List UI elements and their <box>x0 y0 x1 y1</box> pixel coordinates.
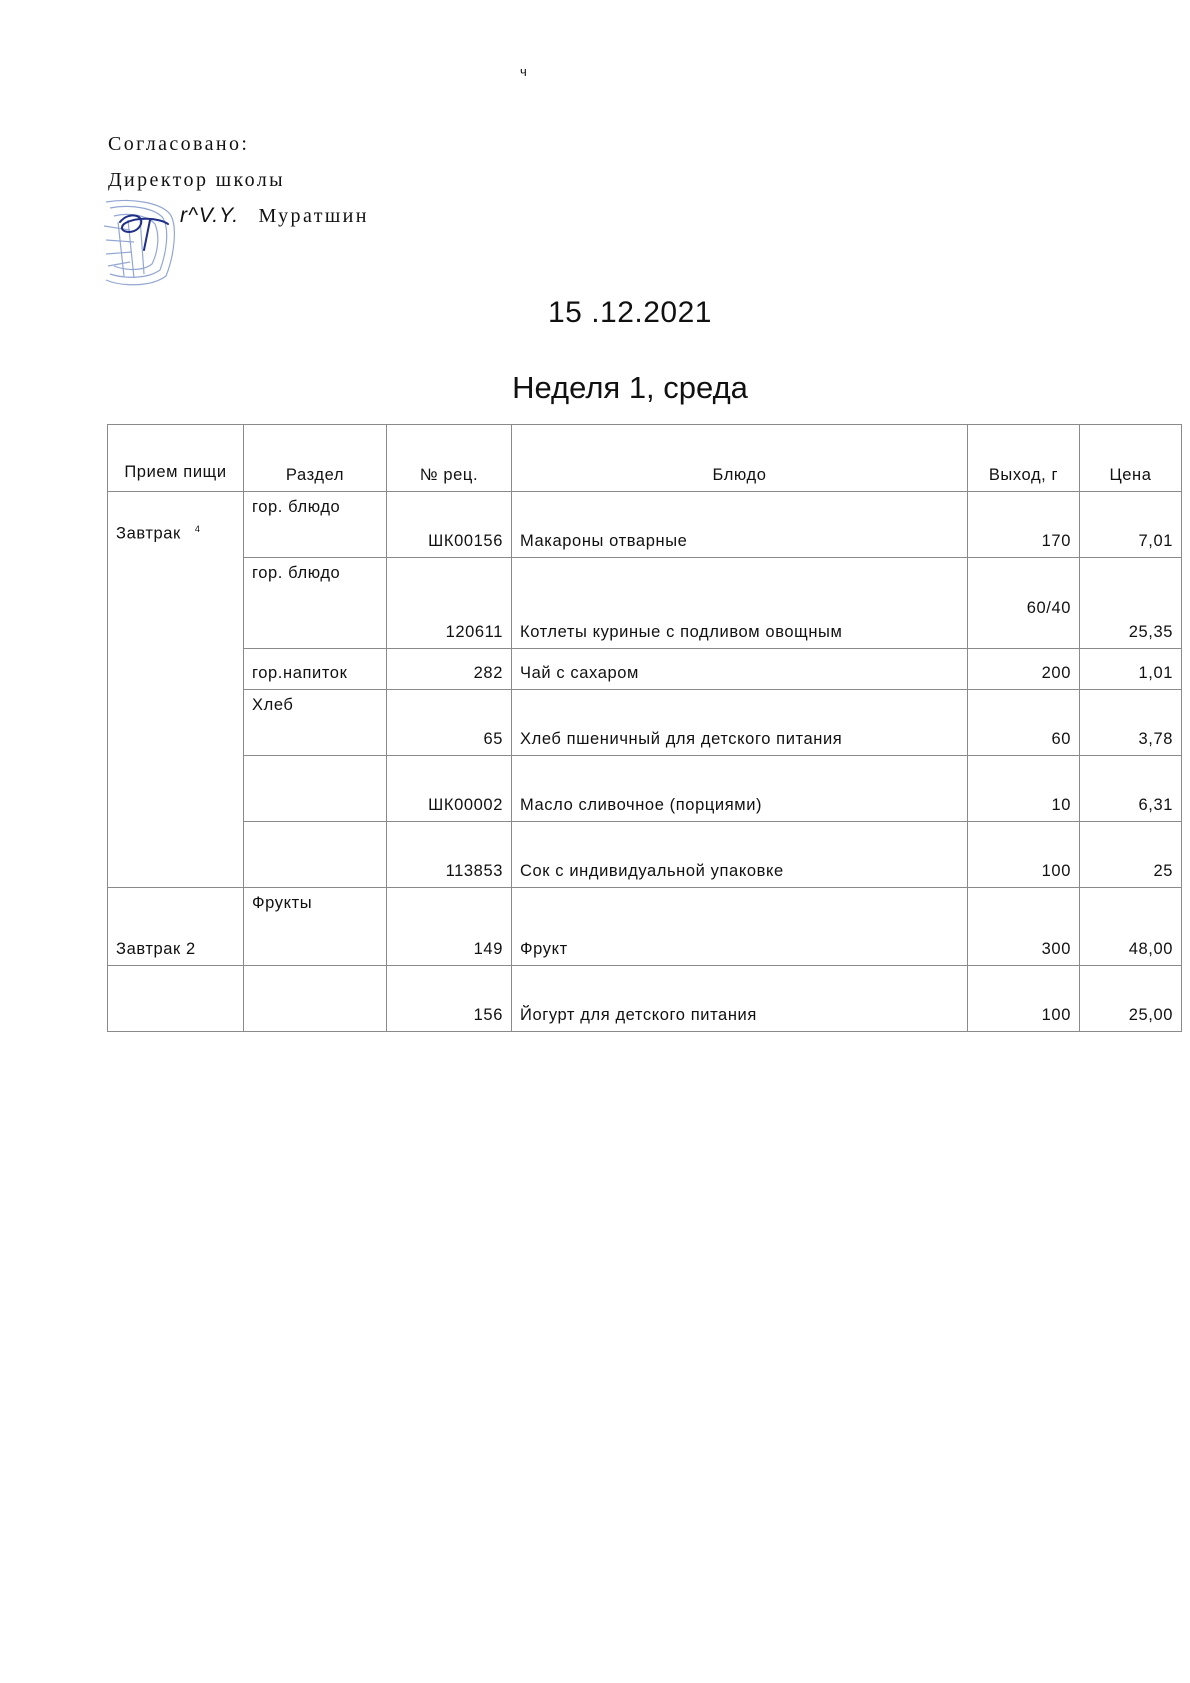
signature-scribble <box>120 215 168 250</box>
price-cell: 1,01 <box>1080 649 1182 690</box>
yield-cell: 100 <box>968 822 1080 888</box>
section-cell: Хлеб <box>244 690 387 756</box>
dish-cell: Сок с индивидуальной упаковке <box>512 822 968 888</box>
yield-cell: 60 <box>968 690 1080 756</box>
dish-cell: Фрукт <box>512 888 968 966</box>
price-cell: 25,35 <box>1080 558 1182 649</box>
stray-mark: ч <box>520 64 527 79</box>
meal-name: Завтрак 2 <box>108 888 244 966</box>
menu-table <box>107 424 1182 1032</box>
signature-text: r^V.Y. <box>180 204 240 227</box>
price-cell: 6,31 <box>1080 756 1182 822</box>
recipe-cell: 65 <box>387 690 512 756</box>
header-price: Цена <box>1080 425 1182 492</box>
menu-date: 15 .12.2021 <box>548 296 712 329</box>
recipe-cell: 156 <box>387 966 512 1032</box>
dish-cell: Хлеб пшеничный для детского питания <box>512 690 968 756</box>
yield-cell: 100 <box>968 966 1080 1032</box>
price-cell: 7,01 <box>1080 492 1182 558</box>
table-row <box>108 756 1182 822</box>
header-dish: Блюдо <box>512 425 968 492</box>
meal-name: Завтрак $^4$ <box>108 492 244 888</box>
empty-meal-cell <box>108 966 244 1032</box>
yield-cell: 300 <box>968 888 1080 966</box>
section-cell <box>244 822 387 888</box>
recipe-cell: 113853 <box>387 822 512 888</box>
section-cell: гор.напиток <box>244 649 387 690</box>
director-name: Муратшин <box>258 205 369 227</box>
week-title: Неделя 1, среда <box>512 370 748 405</box>
recipe-cell: ШК00156 <box>387 492 512 558</box>
dish-cell: Масло сливочное (порциями) <box>512 756 968 822</box>
price-cell: 25 <box>1080 822 1182 888</box>
table-row <box>108 966 1182 1032</box>
yield-cell: 10 <box>968 756 1080 822</box>
section-cell <box>244 966 387 1032</box>
header-yield: Выход, г <box>968 425 1080 492</box>
school-stamp <box>100 196 180 288</box>
table-row <box>108 649 1182 690</box>
recipe-cell: 120611 <box>387 558 512 649</box>
section-cell: Фрукты <box>244 888 387 966</box>
yield-cell: 200 <box>968 649 1080 690</box>
yield-cell: 60/40 <box>968 558 1080 649</box>
table-row <box>108 822 1182 888</box>
director-position: Директор школы <box>108 169 286 191</box>
recipe-cell: 149 <box>387 888 512 966</box>
dish-cell: Чай с сахаром <box>512 649 968 690</box>
header-section: Раздел <box>244 425 387 492</box>
section-cell: гор. блюдо <box>244 492 387 558</box>
meal-mark: 4 <box>194 524 201 534</box>
section-cell <box>244 756 387 822</box>
price-cell: 3,78 <box>1080 690 1182 756</box>
header-recipe: № рец. <box>387 425 512 492</box>
table-row <box>108 690 1182 756</box>
header-meal: Прием пищи <box>108 425 244 492</box>
table-row <box>108 492 1182 558</box>
recipe-cell: 282 <box>387 649 512 690</box>
table-row <box>108 558 1182 649</box>
section-cell: гор. блюдо <box>244 558 387 649</box>
price-cell: 25,00 <box>1080 966 1182 1032</box>
table-header-row <box>108 425 1182 492</box>
dish-cell: Макароны отварные <box>512 492 968 558</box>
price-cell: 48,00 <box>1080 888 1182 966</box>
agreed-label: Согласовано: <box>108 133 250 155</box>
dish-cell: Котлеты куриные с подливом овощным <box>512 558 968 649</box>
dish-cell: Йогурт для детского питания <box>512 966 968 1032</box>
table-row <box>108 888 1182 966</box>
recipe-cell: ШК00002 <box>387 756 512 822</box>
yield-cell: 170 <box>968 492 1080 558</box>
